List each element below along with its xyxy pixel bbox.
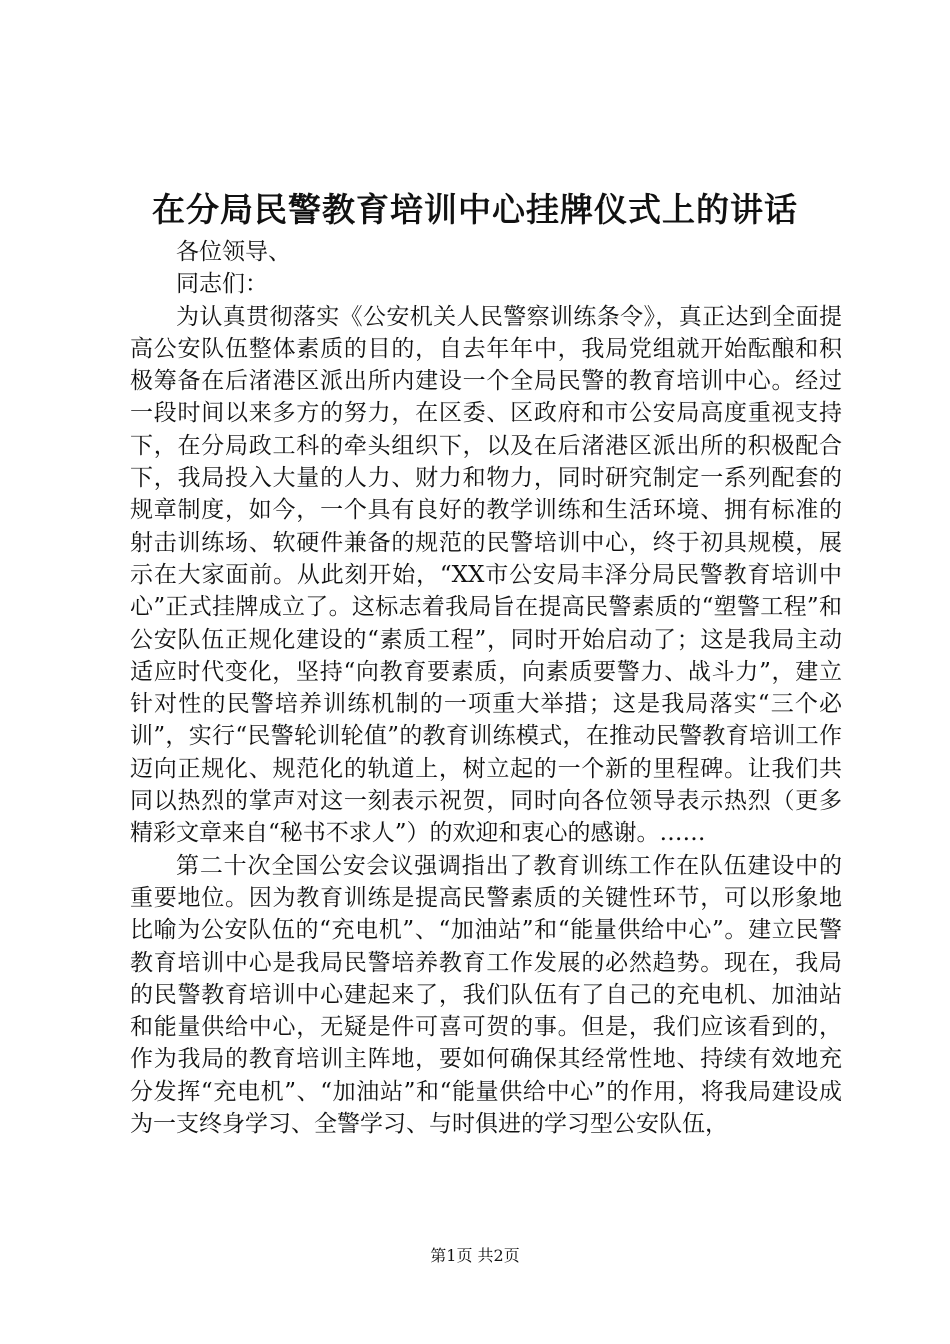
document-body bbox=[130, 236, 842, 1140]
salutation-line-1: 各位领导、 bbox=[176, 239, 291, 265]
body-paragraph-1: 为认真贯彻落实《公安机关人民警察训练条令》，真正达到全面提高公安队伍整体素质的目的，自去年年中，我局党组就开始酝酿和积极筹备在后渚港区派出所内建设一个全局民警的教育培训中心。经过一段时间以来多方的努力，在区委、区政府和市公安局高度重视支持下，在分局政工科的牵头组织下，以及在后渚港区派出所的积极配合下，我局投入大量的人力、财力和物力，同时研究制定一系列配套的规章制度，如今，一个具有良好的教学训练和生活环境、拥有标准的射击训练场、软硬件兼备的规范的民警培训中心，终于初具规模，展示在大家面前。从此刻开始，“XX市公安局丰泽分局民警教育培训中心”正式挂牌成立了。这标志着我局旨在提高民警素质的“塑警工程”和公安队伍正规化建设的“素质工程”，同时开始启动了；这是我局主动适应时代变化，坚持“向教育要素质，向素质要警力、战斗力”，建立针对性的民警培养训练机制的一项重大举措；这是我局落实“三个必训”，实行“民警轮训轮值”的教育训练模式，在推动民警教育培训工作迈向正规化、规范化的轨道上，树立起的一个新的里程碑。让我们共同以热烈的掌声对这一刻表示祝贺，同时向各位领导表示热烈（更多精彩文章来自“秘书不求人”）的欢迎和衷心的感谢。…… bbox=[130, 303, 842, 847]
document-title: 在分局民警教育培训中心挂牌仪式上的讲话 bbox=[152, 190, 798, 229]
body-paragraph-2: 第二十次全国公安会议强调指出了教育训练工作在队伍建设中的重要地位。因为教育训练是提高民警素质的关键性环节，可以形象地比喻为公安队伍的“充电机”、“加油站”和“能量供给中心”。建立民警教育培训中心是我局民警培养教育工作发展的必然趋势。现在，我局的民警教育培训中心建起来了，我们队伍有了自己的充电机、加油站和能量供给中心，无疑是件可喜可贺的事。但是，我们应该看到的，作为我局的教育培训主阵地，要如何确保其经常性地、持续有效地充分发挥“充电机”、“加油站”和“能量供给中心”的作用，将我局建设成为一支终身学习、全警学习、与时俱进的学习型公安队伍， bbox=[130, 852, 842, 1138]
page-number-footer: 第1页 共2页 bbox=[430, 1246, 520, 1265]
salutation-line-2: 同志们： bbox=[176, 271, 268, 298]
